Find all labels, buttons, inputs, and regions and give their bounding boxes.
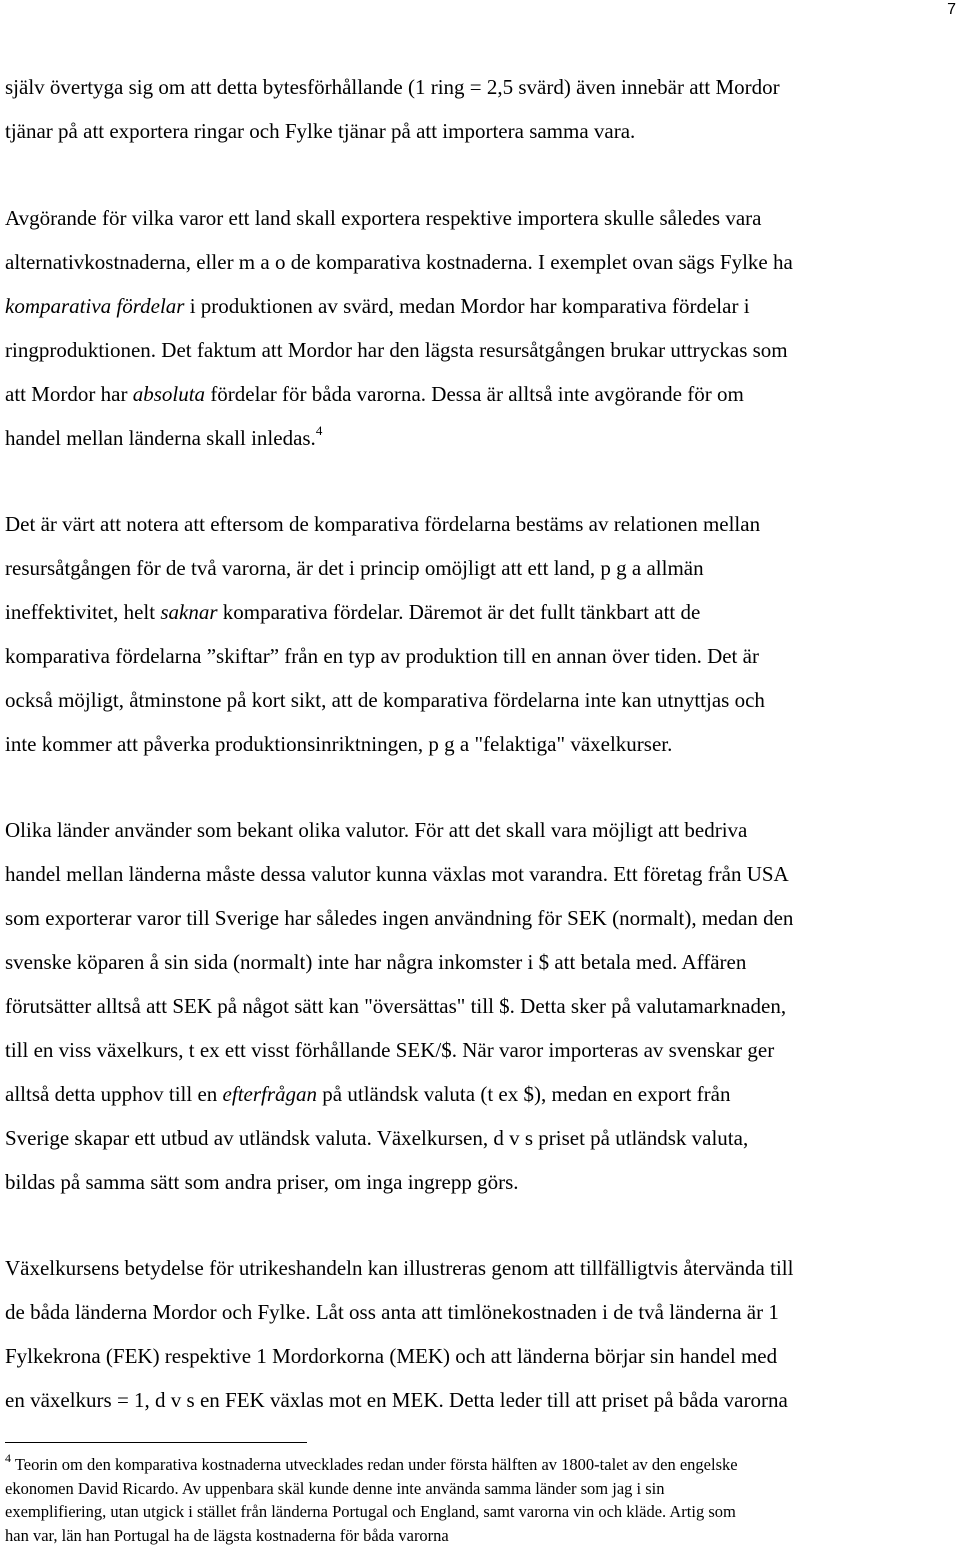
text-line: en växelkurs = 1, d v s en FEK växlas mot en MEK. Detta leder till att priset på båda varorna [5,1388,788,1412]
text-line: Fylkekrona (FEK) respektive 1 Mordorkorna (MEK) och att länderna börjar sin handel med [5,1344,778,1368]
paragraph-3 [5,502,960,766]
text-line: svenske köparen å sin sida (normalt) inte har några inkomster i $ att betala med. Affären [5,950,747,974]
text-line: inte kommer att påverka produktionsinriktningen, p g a "felaktiga" växelkurser. [5,732,673,756]
paragraph-5 [5,1246,960,1422]
paragraph-4 [5,808,960,1204]
footnote [5,1453,960,1547]
text-line: alternativkostnaderna, eller m a o de komparativa kostnaderna. I exemplet ovan sägs Fylke ha [5,250,793,274]
text-span: handel mellan länderna skall inledas. [5,426,316,450]
text-line: Avgörande för vilka varor ett land skall exportera respektive importera skulle således vara [5,206,762,230]
text-line: själv övertyga sig om att detta bytesförhållande (1 ring = 2,5 svärd) även innebär att Mordor [5,75,780,99]
footnote-line: exemplifiering, utan utgick i stället från länderna Portugal och England, samt varorna vin och kläde. Artig som [5,1502,736,1521]
emphasis-text: komparativa fördelar [5,294,185,318]
footnote-reference[interactable]: 4 [315,423,323,438]
emphasis-text: absoluta [132,382,206,406]
text-line [5,1072,960,1116]
emphasis-text: saknar [160,600,218,624]
text-line: också möjligt, åtminstone på kort sikt, att de komparativa fördelarna inte kan utnyttjas och [5,688,765,712]
text-span: fördelar för båda varorna. Dessa är alltså inte avgörande för om [205,382,744,406]
text-span: ineffektivitet, helt [5,600,161,624]
paragraph-2 [5,196,960,460]
text-line [5,372,960,416]
text-line [5,416,960,460]
text-line: Växelkursens betydelse för utrikeshandeln kan illustreras genom att tillfälligtvis återvända till [5,1256,794,1280]
text-line: ringproduktionen. Det faktum att Mordor har den lägsta resursåtgången brukar uttryckas som [5,338,788,362]
text-span: på utländsk valuta (t ex $), medan en export från [317,1082,731,1106]
text-line [5,284,960,328]
text-line: Sverige skapar ett utbud av utländsk valuta. Växelkursen, d v s priset på utländsk valuta, [5,1126,749,1150]
text-line: förutsätter alltså att SEK på något sätt kan "översättas" till $. Detta sker på valutamarknaden, [5,994,787,1018]
text-line: tjänar på att exportera ringar och Fylke tjänar på att importera samma vara. [5,119,636,143]
text-line: komparativa fördelarna ”skiftar” från en typ av produktion till en annan över tiden. Det är [5,644,759,668]
text-line: som exporterar varor till Sverige har således ingen användning för SEK (normalt), medan den [5,906,794,930]
text-span: komparativa fördelar. Däremot är det fullt tänkbart att de [217,600,701,624]
text-line: de båda länderna Mordor och Fylke. Låt oss anta att timlönekostnaden i de två länderna är 1 [5,1300,779,1324]
text-span: alltså detta upphov till en [5,1082,223,1106]
page-number: 7 [947,1,956,18]
footnote-mark: 4 [5,1451,11,1465]
emphasis-text: efterfrågan [222,1082,318,1106]
text-line: till en viss växelkurs, t ex ett visst förhållande SEK/$. När varor importeras av svenskar ger [5,1038,775,1062]
footnote-line: han var, län han Portugal ha de lägsta kostnaderna för båda varorna [5,1525,449,1545]
text-line: Det är värt att notera att eftersom de komparativa fördelarna bestäms av relationen mellan [5,512,761,536]
text-line: handel mellan länderna måste dessa valutor kunna växlas mot varandra. Ett företag från USA [5,862,789,886]
footnote-separator [5,1442,307,1443]
text-line [5,590,960,634]
text-line: resursåtgången för de två varorna, är det i princip omöjligt att ett land, p g a allmän [5,556,704,580]
text-span: Teorin om den komparativa kostnaderna utvecklades redan under första hälften av 1800-talet av den engelske [11,1455,738,1474]
text-span: i produktionen av svärd, medan Mordor har komparativa fördelar i [184,294,750,318]
text-line: bildas på samma sätt som andra priser, om inga ingrepp görs. [5,1170,519,1194]
paragraph-1 [5,65,960,153]
text-line: Olika länder använder som bekant olika valutor. För att det skall vara möjligt att bedriva [5,818,748,842]
footnote-line: ekonomen David Ricardo. Av uppenbara skäl kunde denne inte använda samma länder som jag i sin [5,1478,665,1498]
footnote-line [5,1453,960,1477]
text-span: att Mordor har [5,382,133,406]
